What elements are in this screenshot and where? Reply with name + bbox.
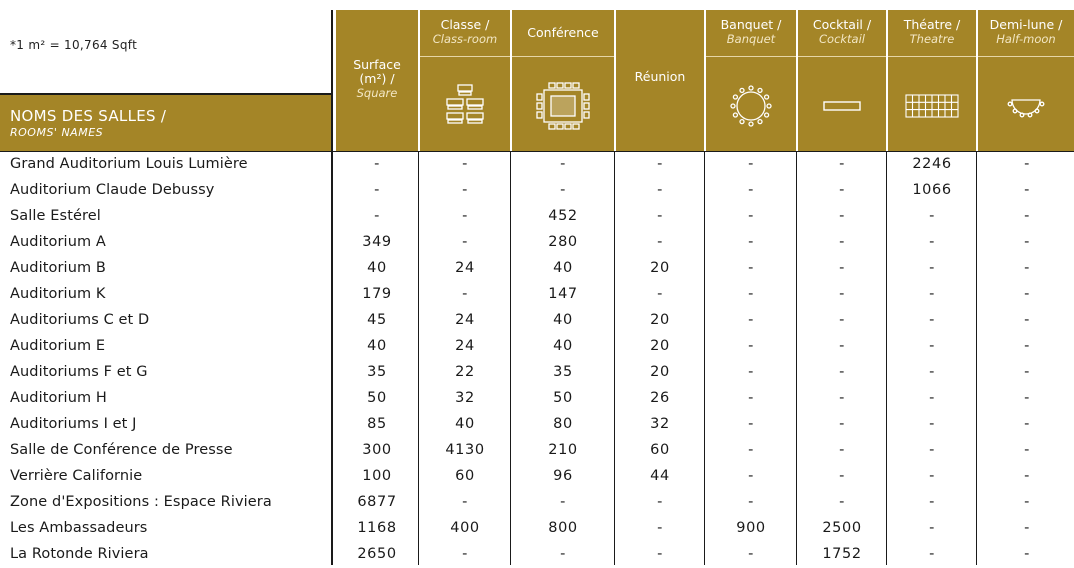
table-row [0,334,1074,360]
cell-cocktail: - [839,390,845,406]
table-row [0,360,1074,386]
room-name: Auditorium A [10,234,106,250]
cell-conference: 50 [553,390,573,406]
half-moon-table-icon [1004,94,1048,118]
cell-reunion: 26 [650,390,670,406]
cell-conference: 40 [553,260,573,276]
cell-conference: - [560,156,566,172]
col-theatre-sub: Theatre [909,32,955,46]
cell-theatre: - [929,416,935,432]
table-row [0,282,1074,308]
cell-theatre: - [929,494,935,510]
cell-banquet: - [748,312,754,328]
cell-theatre: - [929,312,935,328]
cell-cocktail: - [839,338,845,354]
table-row [0,152,1074,178]
cell-classe: - [462,494,468,510]
cell-demilune: - [1024,546,1030,562]
cell-conference: 800 [548,520,578,536]
cell-cocktail: 1752 [822,546,862,562]
cell-reunion: - [657,234,663,250]
cell-conference: 80 [553,416,573,432]
col-cocktail-label: Cocktail / [812,17,872,32]
cell-classe: 60 [455,468,475,484]
cell-cocktail: - [839,208,845,224]
cell-reunion: - [657,286,663,302]
cell-cocktail: - [839,182,845,198]
cell-reunion: 20 [650,338,670,354]
cell-classe: - [462,182,468,198]
cell-classe: 400 [450,520,480,536]
cell-reunion: 44 [650,468,670,484]
cell-conference: 147 [548,286,578,302]
cell-conference: - [560,546,566,562]
col-reunion-label: Réunion [634,69,686,84]
column-divider-line [976,151,977,565]
cell-surface: 349 [362,234,392,250]
cell-reunion: - [657,156,663,172]
column-divider-line [510,151,511,565]
cell-reunion: 20 [650,260,670,276]
col-header-cocktail [798,10,886,151]
table-row [0,490,1074,516]
col-header-classe [420,10,510,151]
cell-classe: - [462,208,468,224]
cell-classe: - [462,286,468,302]
room-name: Auditoriums I et J [10,416,137,432]
cell-theatre: - [929,442,935,458]
cell-reunion: 20 [650,312,670,328]
col-classe-sub: Class-room [432,32,498,46]
cell-cocktail: - [839,260,845,276]
cell-cocktail: - [839,156,845,172]
cell-conference: 210 [548,442,578,458]
cell-conference: 40 [553,338,573,354]
cell-surface: 40 [367,338,387,354]
cell-reunion: - [657,520,663,536]
round-table-icon [729,84,773,128]
room-names-title: NOMS DES SALLES / [10,107,167,125]
cocktail-bar-icon [822,99,862,113]
cell-surface: 6877 [357,494,397,510]
cell-conference: 96 [553,468,573,484]
cell-demilune: - [1024,182,1030,198]
room-name: Zone d'Expositions : Espace Riviera [10,494,272,510]
cell-theatre: 1066 [912,182,952,198]
cell-demilune: - [1024,208,1030,224]
column-divider-line [796,151,797,565]
names-divider-line [331,10,333,565]
cell-cocktail: 2500 [822,520,862,536]
cell-surface: 85 [367,416,387,432]
table-row [0,542,1074,568]
column-divider-line [418,151,419,565]
cell-banquet: 900 [736,520,766,536]
cell-conference: - [560,494,566,510]
cell-classe: 32 [455,390,475,406]
cell-theatre: - [929,286,935,302]
cell-classe: 24 [455,312,475,328]
cell-classe: 4130 [445,442,485,458]
cell-surface: 40 [367,260,387,276]
cell-theatre: - [929,546,935,562]
cell-classe: 24 [455,338,475,354]
cell-theatre: - [929,234,935,250]
cell-classe: 22 [455,364,475,380]
table-row [0,464,1074,490]
cell-surface: - [374,182,380,198]
cell-surface: 50 [367,390,387,406]
cell-surface: 300 [362,442,392,458]
col-header-demilune [978,10,1074,151]
cell-banquet: - [748,156,754,172]
col-surface-label-1: Surface [353,57,401,72]
cell-conference: - [560,182,566,198]
cell-banquet: - [748,546,754,562]
cell-conference: 40 [553,312,573,328]
cell-banquet: - [748,338,754,354]
cell-cocktail: - [839,416,845,432]
room-name: Les Ambassadeurs [10,520,148,536]
cell-classe: - [462,546,468,562]
col-header-theatre [888,10,976,151]
conference-table-icon [535,81,591,131]
cell-banquet: - [748,286,754,302]
cell-reunion: - [657,182,663,198]
cell-surface: 1168 [357,520,397,536]
cell-reunion: 20 [650,364,670,380]
cell-cocktail: - [839,468,845,484]
col-theatre-label: Théatre / [903,17,961,32]
room-name: Auditorium Claude Debussy [10,182,215,198]
cell-demilune: - [1024,234,1030,250]
cell-theatre: - [929,208,935,224]
cell-banquet: - [748,182,754,198]
header-bottom-line [0,151,1074,152]
cell-demilune: - [1024,494,1030,510]
cell-demilune: - [1024,520,1030,536]
cell-banquet: - [748,234,754,250]
cell-cocktail: - [839,442,845,458]
cell-conference: 280 [548,234,578,250]
cell-banquet: - [748,494,754,510]
table-row [0,438,1074,464]
col-header-conference [512,10,614,151]
table-row [0,516,1074,542]
cell-reunion: - [657,208,663,224]
table-row [0,256,1074,282]
room-name: Auditorium E [10,338,106,354]
unit-note: *1 m² = 10,764 Sqft [10,38,138,52]
cell-cocktail: - [839,234,845,250]
cell-surface: 2650 [357,546,397,562]
room-name: Grand Auditorium Louis Lumière [10,156,248,172]
room-name: Verrière Californie [10,468,143,484]
col-header-banquet [706,10,796,151]
table-row [0,204,1074,230]
room-name: Auditorium K [10,286,106,302]
cell-theatre: - [929,468,935,484]
cell-banquet: - [748,364,754,380]
col-conference-label: Conférence [527,25,599,40]
room-names-subtitle: ROOMS' NAMES [10,126,104,139]
cell-classe: 24 [455,260,475,276]
cell-classe: 40 [455,416,475,432]
col-surface-label-2: (m²) / [359,71,395,86]
cell-cocktail: - [839,286,845,302]
room-name: Salle Estérel [10,208,101,224]
cell-demilune: - [1024,364,1030,380]
cell-surface: - [374,208,380,224]
col-banquet-label: Banquet / [720,17,782,32]
classroom-layout-icon [445,83,485,129]
cell-theatre: - [929,364,935,380]
cell-demilune: - [1024,286,1030,302]
cell-banquet: - [748,468,754,484]
col-surface-sub: Square [356,86,398,100]
cell-demilune: - [1024,156,1030,172]
cell-conference: 35 [553,364,573,380]
room-name: Salle de Conférence de Presse [10,442,233,458]
cell-surface: 35 [367,364,387,380]
cell-banquet: - [748,390,754,406]
cell-surface: 179 [362,286,392,302]
cell-cocktail: - [839,494,845,510]
cell-theatre: - [929,260,935,276]
cell-classe: - [462,234,468,250]
cell-theatre: 2246 [912,156,952,172]
column-divider-line [886,151,887,565]
cell-banquet: - [748,442,754,458]
cell-cocktail: - [839,364,845,380]
cell-demilune: - [1024,260,1030,276]
column-divider-line [704,151,705,565]
room-name: Auditoriums C et D [10,312,150,328]
cell-conference: 452 [548,208,578,224]
cell-demilune: - [1024,312,1030,328]
cell-banquet: - [748,416,754,432]
room-name: Auditorium H [10,390,107,406]
cell-theatre: - [929,520,935,536]
cell-banquet: - [748,208,754,224]
cell-banquet: - [748,260,754,276]
cell-demilune: - [1024,390,1030,406]
cell-reunion: - [657,546,663,562]
cell-demilune: - [1024,468,1030,484]
table-row [0,230,1074,256]
cell-reunion: - [657,494,663,510]
col-cocktail-sub: Cocktail [819,32,865,46]
cell-cocktail: - [839,312,845,328]
room-names-header [0,93,333,151]
cell-classe: - [462,156,468,172]
column-divider-line [614,151,615,565]
cell-surface: - [374,156,380,172]
table-row [0,412,1074,438]
room-name: Auditorium B [10,260,106,276]
cell-theatre: - [929,338,935,354]
room-name: Auditoriums F et G [10,364,148,380]
col-header-surface [336,10,418,151]
col-header-reunion [616,10,704,151]
col-classe-label: Classe / [440,17,490,32]
col-demilune-sub: Half-moon [996,32,1056,46]
theatre-seating-icon [904,93,960,119]
cell-reunion: 32 [650,416,670,432]
cell-demilune: - [1024,442,1030,458]
table-row [0,386,1074,412]
cell-demilune: - [1024,338,1030,354]
col-demilune-label: Demi-lune / [989,17,1063,32]
cell-demilune: - [1024,416,1030,432]
cell-surface: 100 [362,468,392,484]
cell-reunion: 60 [650,442,670,458]
col-banquet-sub: Banquet [726,32,776,46]
cell-theatre: - [929,390,935,406]
table-row [0,178,1074,204]
table-row [0,308,1074,334]
room-name: La Rotonde Riviera [10,546,149,562]
cell-surface: 45 [367,312,387,328]
